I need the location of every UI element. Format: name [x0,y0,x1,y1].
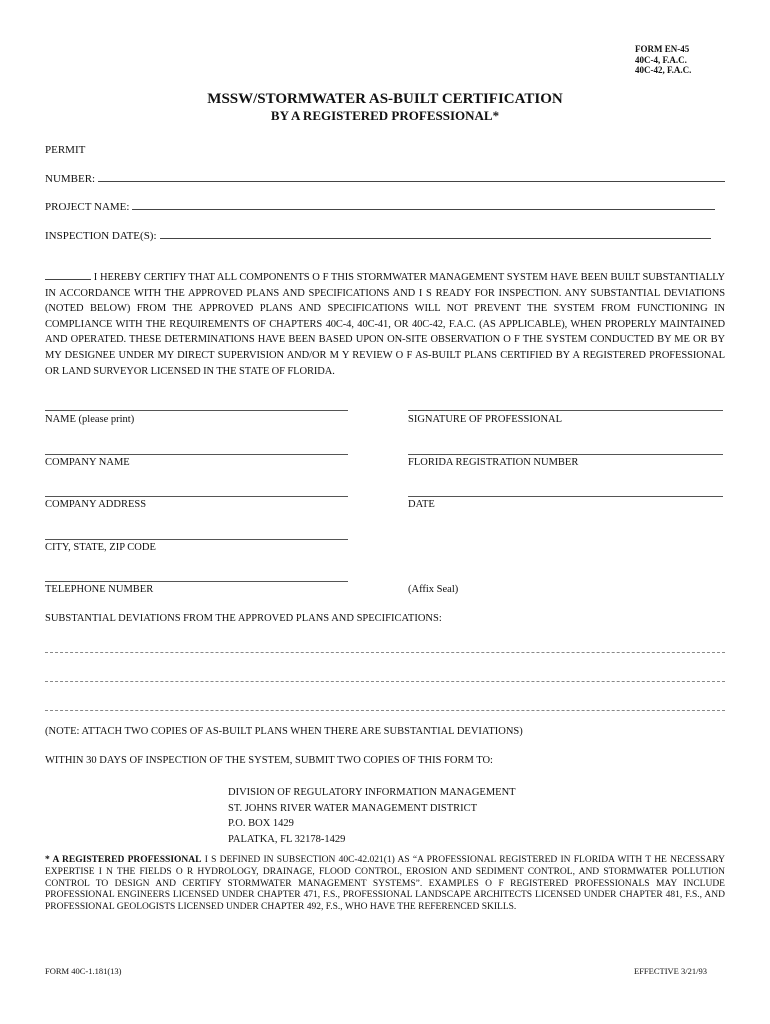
registration-number-line[interactable] [408,454,723,455]
address-line: P.O. BOX 1429 [228,818,294,830]
registration-number-label: FLORIDA REGISTRATION NUMBER [408,457,579,468]
address-line: DIVISION OF REGULATORY INFORMATION MANAGEMENT [228,787,516,798]
date-label: DATE [408,499,435,510]
attach-plans-note: (NOTE: ATTACH TWO COPIES OF AS-BUILT PLANS WHEN THERE ARE SUBSTANTIAL DEVIATIONS) [45,726,523,737]
form-subtitle: BY A REGISTERED PROFESSIONAL* [270,108,500,123]
company-name-line[interactable] [45,454,348,455]
permit-label: PERMIT [45,144,86,156]
footnote-text: I S DEFINED IN SUBSECTION 40C-42.021(1) AS “A PROFESSIONAL REGISTERED IN FLORIDA WITH T HE NECESSARY EXPERTISE I N THE FIELDS O R HYDROLOGY, DRAINAGE, FLOOD CONTROL, EROSION AND SEDIMENT CONTROL, AND STORMWATER POLLUTION CONTROL TO DESIGN AND CERTIFY STORMWATER MANAGEMENT SYSTEMS”. EXAMPLES O F REGISTERED PROFESSIONALS MAY INCLUDE PROFESSIONAL ENGINEERS LICENSED UNDER CHAPTER 471, F.S., PROFESSIONAL LANDSCAPE ARCHITECTS LICENSED UNDER CHAPTER 481, F.S., AND PROFESSIONAL GEOLOGISTS LICENSED UNDER CHAPTER 492, F.S., WHO HAVE THE REFERENCED SKILLS. [45,855,725,913]
deviation-line[interactable] [45,681,725,682]
signature-line[interactable] [408,410,723,411]
date-line[interactable] [408,496,723,497]
address-line: PALATKA, FL 32178-1429 [228,833,346,845]
certification-statement [45,269,725,379]
company-name-label: COMPANY NAME [45,457,130,468]
signature-label: SIGNATURE OF PROFESSIONAL [408,414,563,425]
certification-text: I HEREBY CERTIFY THAT ALL COMPONENTS O F THIS STORMWATER MANAGEMENT SYSTEM HAVE BEEN BUILT SUBSTANTIALLY IN ACCORDANCE WITH THE APPROVED PLANS AND SPECIFICATIONS AND I S READY FOR INSPECTION. ANY SUBSTANTIAL DEVIATIONS (NOTED BELOW) FROM THE APPROVED PLANS AND SPECIFICATIONS WILL NOT PREVENT THE SYSTEM FROM FUNCTIONING IN COMPLIANCE WITH THE REQUIREMENTS OF CHAPTERS 40C-4, 40C-41, OR 40C-42, F.A.C. (AS APPLICABLE), WHEN PROPERLY MAINTAINED AND OPERATED. THESE DETERMINATIONS HAVE BEEN BASED UPON ON-SITE OBSERVATION O F THE SYSTEM CONDUCTED BY ME OR BY MY DESIGNEE UNDER MY DIRECT SUPERVISION AND/OR M Y REVIEW O F AS-BUILT PLANS CERTIFIED BY A REGISTERED PROFESSIONAL OR LAND SURVEYOR LICENSED IN THE STATE OF FLORIDA. [45,272,725,377]
permit-number-field[interactable] [45,173,725,185]
footer-effective-date: EFFECTIVE 3/21/93 [634,966,707,976]
permit-number-line[interactable] [98,180,725,182]
footnote-term: * A REGISTERED PROFESSIONAL [45,855,202,865]
form-id-line: 40C-4, F.A.C. [635,54,687,65]
footer-form-number: FORM 40C-1.181(13) [45,966,122,976]
permit-number-label: NUMBER: [45,173,96,185]
deviation-line[interactable] [45,710,725,711]
form-identifier [635,44,691,76]
form-id-line: FORM EN-45 [635,44,690,54]
registered-professional-footnote [45,855,725,914]
company-address-label: COMPANY ADDRESS [45,499,147,510]
inspection-dates-label: INSPECTION DATE(S): [45,230,157,242]
address-line: ST. JOHNS RIVER WATER MANAGEMENT DISTRICT [228,802,478,814]
project-name-field[interactable] [45,201,715,213]
telephone-line[interactable] [45,581,348,582]
city-state-zip-label: CITY, STATE, ZIP CODE [45,542,156,553]
submission-instruction: WITHIN 30 DAYS OF INSPECTION OF THE SYSTEM, SUBMIT TWO COPIES OF THIS FORM TO: [45,755,493,766]
deviation-line[interactable] [45,652,725,653]
form-title: MSSW/STORMWATER AS-BUILT CERTIFICATION [207,91,563,107]
company-address-line[interactable] [45,496,348,497]
project-name-line[interactable] [132,208,715,210]
affix-seal-label: (Affix Seal) [408,584,459,595]
city-state-zip-line[interactable] [45,539,348,540]
name-line[interactable] [45,410,348,411]
inspection-dates-field[interactable] [45,230,711,242]
name-label: NAME (please print) [45,414,135,425]
deviations-heading: SUBSTANTIAL DEVIATIONS FROM THE APPROVED PLANS AND SPECIFICATIONS: [45,613,442,624]
telephone-label: TELEPHONE NUMBER [45,584,154,595]
form-id-line: 40C-42, F.A.C. [635,65,692,75]
mailing-address [228,785,516,847]
inspection-dates-line[interactable] [160,237,711,239]
project-name-label: PROJECT NAME: [45,201,130,213]
initials-blank[interactable] [45,269,91,280]
